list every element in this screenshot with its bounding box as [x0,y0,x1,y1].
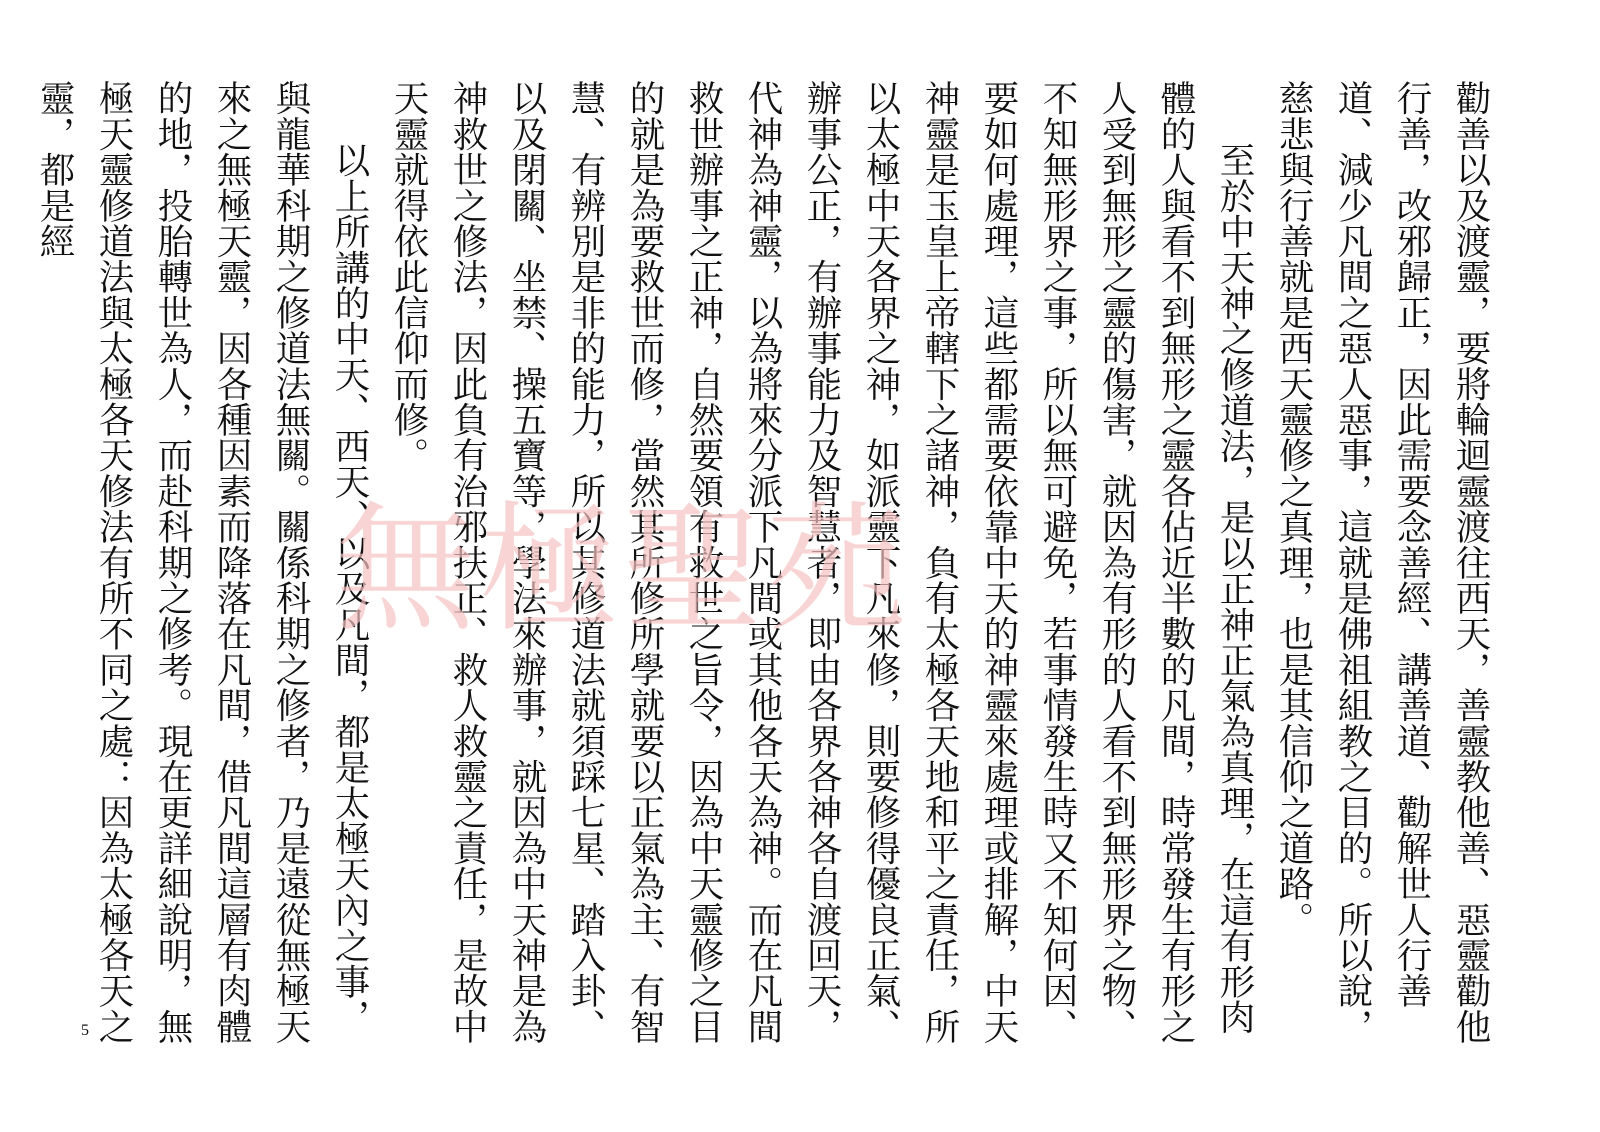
watermark: 無極聖苑 [335,489,912,652]
vertical-text-block [34,80,1500,1070]
paragraph-3: 以上所講的中天、西天、以及凡間，都是太極天內之事，與龍華科期之修道法無關。關係科期之修者，乃是遠從無極天來之無極天靈，因各種因素而降落在凡間，借凡間這層有肉體的地，投胎轉世為人，而赴科期之修考。現在更詳細說明，無極天靈修道法與太極各天修法有所不同之處：因為太極各天之靈，都是經 [34,80,370,1044]
paragraph-1: 勸善以及渡靈，要將輪迴靈渡往西天，善靈教他善、惡靈勸他行善，改邪歸正，因此需要念善經、講善道、勸解世人行善道、減少凡間之惡人惡事，這就是佛祖組教之目的。所以說，慈悲與行善就是西天靈修之真理，也是其信仰之道路。 [1273,80,1491,1044]
page-number: 5 [81,1022,89,1039]
paragraph-2: 至於中天神之修道法，是以正神正氣為真理，在這有形肉體的人與看不到無形之靈各佔近半數的凡間，時常發生有形之人受到無形之靈的傷害，就因為有形的人看不到無形界之物、不知無形界之事，所以無可避免，若事情發生時又不知何因、要如何處理，這些都需要依靠中天的神靈來處理或排解，中天神靈是玉皇上帝轄下之諸神，負有太極各天地和平之責任，所以太極中天各界之神，如派靈下凡來修，則要修得優良正氣、辦事公正，有辦事能力及智慧者，即由各界各神各自渡回天，代神為神靈，以為將來分派下凡間或其他各天為神。而在凡間救世辦事之正神，自然要領有救世之旨令，因為中天靈修之目的就是為要救世而修，當然其所修所學就要以正氣為主、有智慧、有辨別是非的能力，所以其修道法就須踩七星、踏入卦、以及閉關、坐禁、操五寶等，學法來辦事，就因為中天神是為神救世之修法，因此負有治邪扶正、救人救靈之責任，是故中天靈就得依此信仰而修。 [388,80,1255,1044]
